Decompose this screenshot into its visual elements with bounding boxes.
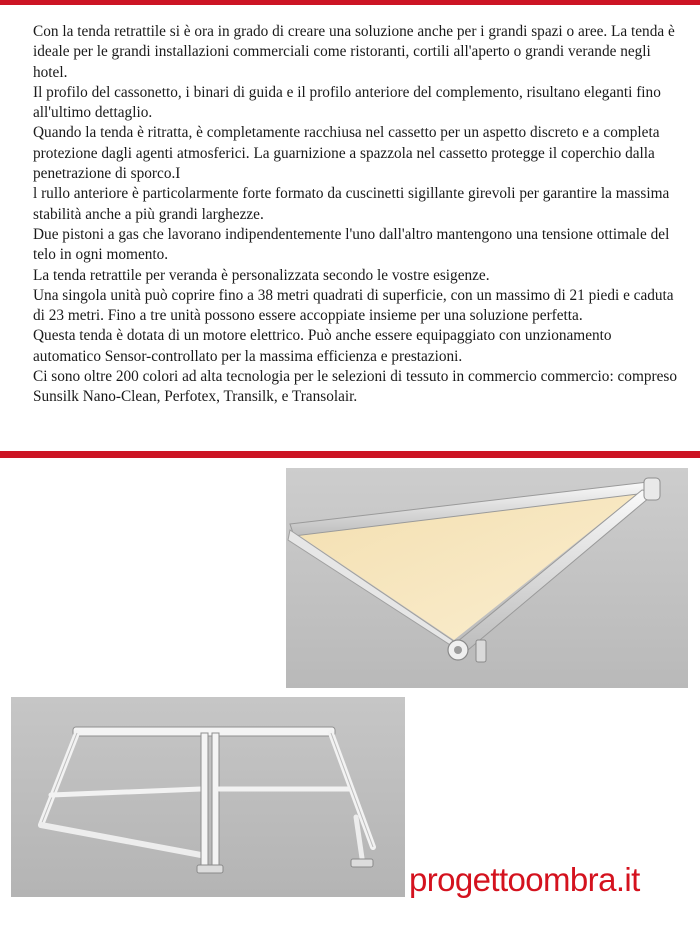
- paragraph-coverage: Una singola unità può coprire fino a 38 metri quadrati di superficie, con un massimo di 21 piedi e caduta di 23 metri. Fino a tre unità possono essere accoppiate insieme per una soluzione perfetta.: [33, 286, 674, 325]
- awning-fabric-photo: [286, 468, 688, 688]
- paragraph-gas-pistons: Due pistoni a gas che lavorano indipendentemente l'uno dall'altro mantengono una tensione ottimale del telo in ogni momento.: [33, 225, 670, 264]
- paragraph-profiles: Il profilo del cassonetto, i binari di guida e il profilo anteriore del complemento, risultano eleganti fino all'ultimo dettaglio.: [33, 83, 661, 122]
- awning-frame-photo: [11, 697, 405, 897]
- paragraph-colors: Ci sono oltre 200 colori ad alta tecnologia per le selezioni di tessuto in commercio commercio: compreso Sunsilk Nano-Clean, Perfotex, Transilk, e Transolair.: [33, 368, 677, 406]
- paragraph-intro: Con la tenda retrattile si è ora in grado di creare una soluzione anche per i grandi spazi o aree. La tenda è ideale per le grandi installazioni commerciali come ristoranti, cortili all'aperto o grandi verande negli hotel.: [33, 23, 675, 81]
- description-text: [33, 22, 683, 408]
- paragraph-retracted: Quando la tenda è ritratta, è completamente racchiusa nel cassetto per un aspetto discreto e a completa protezione dagli agenti atmosferici. La guarnizione a spazzola nel cassetto protegge il coperchio dalla penetrazione di sporco.I: [33, 124, 660, 183]
- section-divider-bar: [0, 451, 700, 458]
- top-accent-bar: [0, 0, 700, 5]
- paragraph-motor: Questa tenda è dotata di un motore elettrico. Può anche essere equipaggiato con unzionamento automatico Sensor-controllato per la massima efficienza e prestazioni.: [33, 327, 612, 365]
- paragraph-front-roller: l rullo anteriore è particolarmente forte formato da cuscinetti sigillante girevoli per garantire la massima stabilità anche a più grandi larghezze.: [33, 185, 670, 223]
- paragraph-custom: La tenda retrattile per veranda è personalizzata secondo le vostre esigenze.: [33, 266, 490, 284]
- progettoombra-logo: progettoombra.it: [409, 861, 640, 898]
